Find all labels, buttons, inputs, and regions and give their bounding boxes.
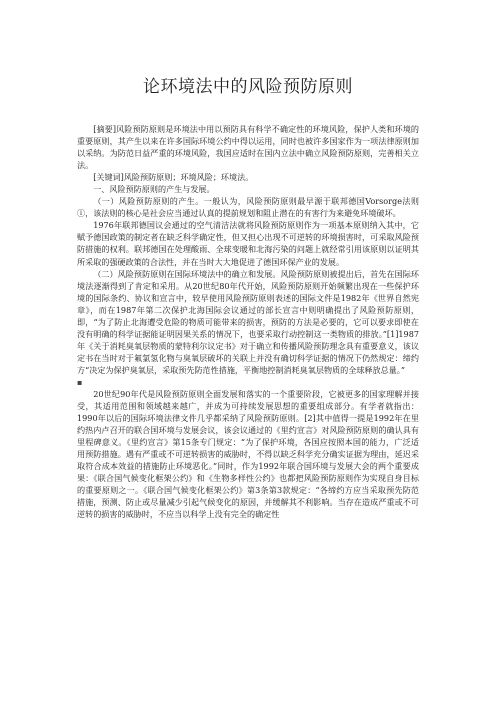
body-paragraph: 20世纪90年代是风险预防原则全面发展和落实的一个重要阶段，它被更多的国家理解并接受，其适用范围和领域越来越广，并成为可持续发展思想的重要组成部分。有学者就指出：1990年以后的国际环境法律文件几乎都采纳了风险预防原则。[2]其中值得一提是1992年在里约热内卢召开的联合国环境与发展会议，该会议通过的《里约宣言》对风险预防原则的确认具有里程碑意义。《里约宣言》第15条专门规定：“为了保护环境，各国应按照本国的能力，广泛适用预防措施。遇有严重或不可逆转损害的威胁时，不得以缺乏科学充分确实证据为理由，延迟采取符合成本效益的措施防止环境恶化。”同时，作为1992年联合国环境与发展大会的两个重要成果：《联合国气候变化框架公约》和《生物多样性公约》也都把风险预防原则作为实现自身目标的重要原则之一。《联合国气候变化框架公约》第3条第3款规定：“各缔约方应当采取预先防范措施，预测、防止或尽量减少引起气候变化的原因，并缓解其不利影响。当存在造成严重或不可逆转的损害的威胁时，不应当以科学上没有完全的确定性 (77, 388, 419, 520)
separator-mark: ▪ (77, 377, 83, 387)
body-paragraph: （一）风险预防原则的产生。一般认为，风险预防原则最早源于联邦德国Vorsorge法则①，该法则的核心是社会应当通过认真的提前规划和阻止潜在的有害行为来避免环境破坏。 (77, 196, 419, 219)
paragraph-separator (77, 376, 419, 388)
document-body (77, 123, 419, 521)
body-paragraph: （二）风险预防原则在国际环境法中的确立和发展。风险预防原则被提出后，首先在国际环境法逐渐得到了肯定和采用。从20世纪80年代开始，风险预防原则开始频繁出现在一些保护环境的国际条约、协议和宣言中，较早使用风险预防原则表述的国际文件是1982年《世界自然宪章》，而在1987年第二次保护北海国际会议通过的部长宣言中则明确提出了风险预防原则，即，“为了防止北海遭受危险的物质可能带来的损害，预防的方法是必要的，它可以要求即使在没有明确的科学证据能证明因果关系的情况下，也要采取行动控制这一类物质的排放。”[1]1987年《关于消耗臭氧层物质的蒙特利尔议定书》对于确立和传播风险预防理念具有重要意义，该议定书在当时对于氟氯氢化物与臭氧层破坏的关联上并没有确切科学证据的情况下仍然规定：缔约方“决定为保护臭氧层，采取预先防范性措施，平衡地控制消耗臭氧层物质的全球释放总量。” (77, 268, 419, 375)
section-heading-1: 一、风险预防原则的产生与发展。 (93, 184, 215, 195)
keywords-paragraph: [关键词]风险预防原则；环境风险；环境法。 (93, 172, 254, 183)
body-paragraph: 1976年联邦德国议会通过的空气清洁法就将风险预防原则作为一项基本原则纳入其中，它赋予德国政策的制定者在缺乏科学确定性，但又担心出现不可逆转的环境损害时，可采取风险预防措施的权利。联邦德国在处理酸雨、全球变暖和北海污染的问题上就经常引用该原则以证明其所采取的强硬政策的合法性，并在当时大大地促进了德国环保产业的发展。 (77, 220, 419, 267)
abstract-paragraph: [摘要]风险预防原则是环境法中用以预防具有科学不确定性的环境风险，保护人类和环境的重要原则，其产生以来在许多国际环境公约中得以运用，同时也被许多国家作为一项法律原则加以采纳。为防范日益严重的环境风险，我国应适时在国内立法中确立风险预防原则，完善相关立法。 (77, 124, 419, 171)
document-title: 论环境法中的风险预防原则 (143, 77, 353, 97)
